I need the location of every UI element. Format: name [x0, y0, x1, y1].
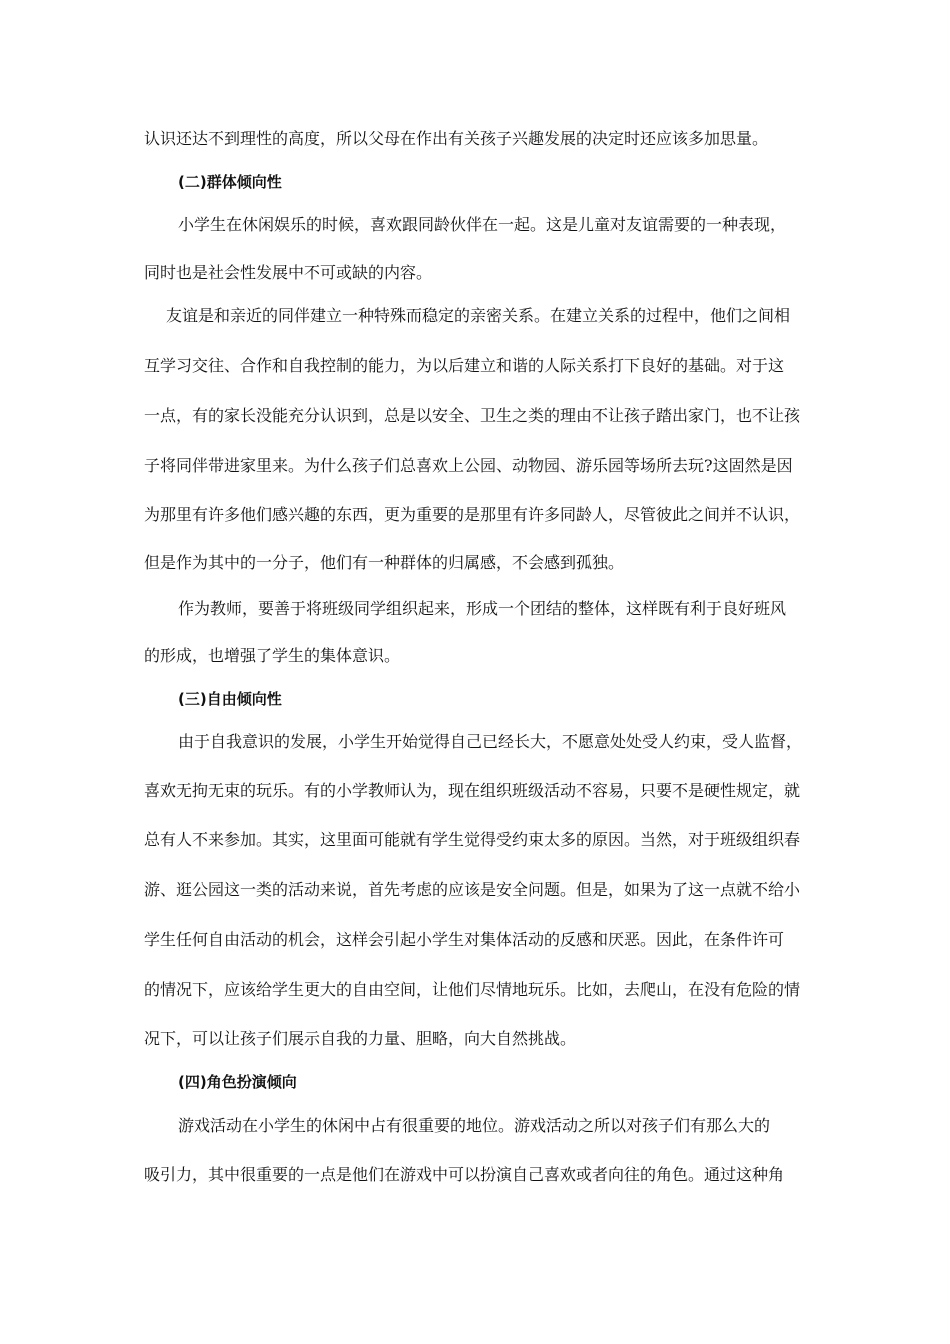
paragraph-line: 的形成，也增强了学生的集体意识。	[144, 646, 401, 665]
paragraph-line: 作为教师，要善于将班级同学组织起来，形成一个团结的整体，这样既有利于良好班风	[178, 599, 787, 618]
paragraph-line: 喜欢无拘无束的玩乐。有的小学教师认为，现在组织班级活动不容易，只要不是硬性规定，就	[144, 781, 801, 800]
paragraph-line: 由于自我意识的发展，小学生开始觉得自己已经长大，不愿意处处受人约束，受人监督，	[178, 732, 803, 751]
section-heading-freedom: (三)自由倾向性	[178, 690, 282, 708]
paragraph-line: 游、逛公园这一类的活动来说，首先考虑的应该是安全问题。但是，如果为了这一点就不给小	[144, 880, 801, 899]
paragraph-line: 小学生在休闲娱乐的时候，喜欢跟同龄伙伴在一起。这是儿童对友谊需要的一种表现，	[178, 215, 787, 234]
paragraph-line: 为那里有许多他们感兴趣的东西，更为重要的是那里有许多同龄人，尽管彼此之间并不认识，	[144, 505, 801, 524]
paragraph-line: 一点，有的家长没能充分认识到，总是以安全、卫生之类的理由不让孩子踏出家门，也不让孩	[144, 406, 801, 425]
paragraph-line: 同时也是社会性发展中不可或缺的内容。	[144, 263, 433, 282]
paragraph-line: 游戏活动在小学生的休闲中占有很重要的地位。游戏活动之所以对孩子们有那么大的	[178, 1116, 771, 1135]
section-heading-role-play: (四)角色扮演倾向	[178, 1073, 297, 1091]
paragraph-line: 总有人不来参加。其实，这里面可能就有学生觉得受约束太多的原因。当然，对于班级组织春	[144, 830, 801, 849]
paragraph-line: 况下，可以让孩子们展示自我的力量、胆略，向大自然挑战。	[144, 1029, 577, 1048]
paragraph-line: 互学习交往、合作和自我控制的能力，为以后建立和谐的人际关系打下良好的基础。对于这	[144, 356, 785, 375]
paragraph-line: 认识还达不到理性的高度，所以父母在作出有关孩子兴趣发展的决定时还应该多加思量。	[144, 129, 769, 148]
paragraph-line: 的情况下，应该给学生更大的自由空间，让他们尽情地玩乐。比如，去爬山，在没有危险的情	[144, 980, 801, 999]
paragraph-line: 学生任何自由活动的机会，这样会引起小学生对集体活动的反感和厌恶。因此，在条件许可	[144, 930, 785, 949]
paragraph-line: 子将同伴带进家里来。为什么孩子们总喜欢上公园、动物园、游乐园等场所去玩?这固然是因	[144, 456, 793, 475]
section-heading-group: (二)群体倾向性	[178, 173, 282, 191]
paragraph-line: 吸引力，其中很重要的一点是他们在游戏中可以扮演自己喜欢或者向往的角色。通过这种角	[144, 1165, 785, 1184]
paragraph-line: 但是作为其中的一分子，他们有一种群体的归属感，不会感到孤独。	[144, 553, 625, 572]
paragraph-line: 友谊是和亲近的同伴建立一种特殊而稳定的亲密关系。在建立关系的过程中，他们之间相	[166, 306, 791, 325]
